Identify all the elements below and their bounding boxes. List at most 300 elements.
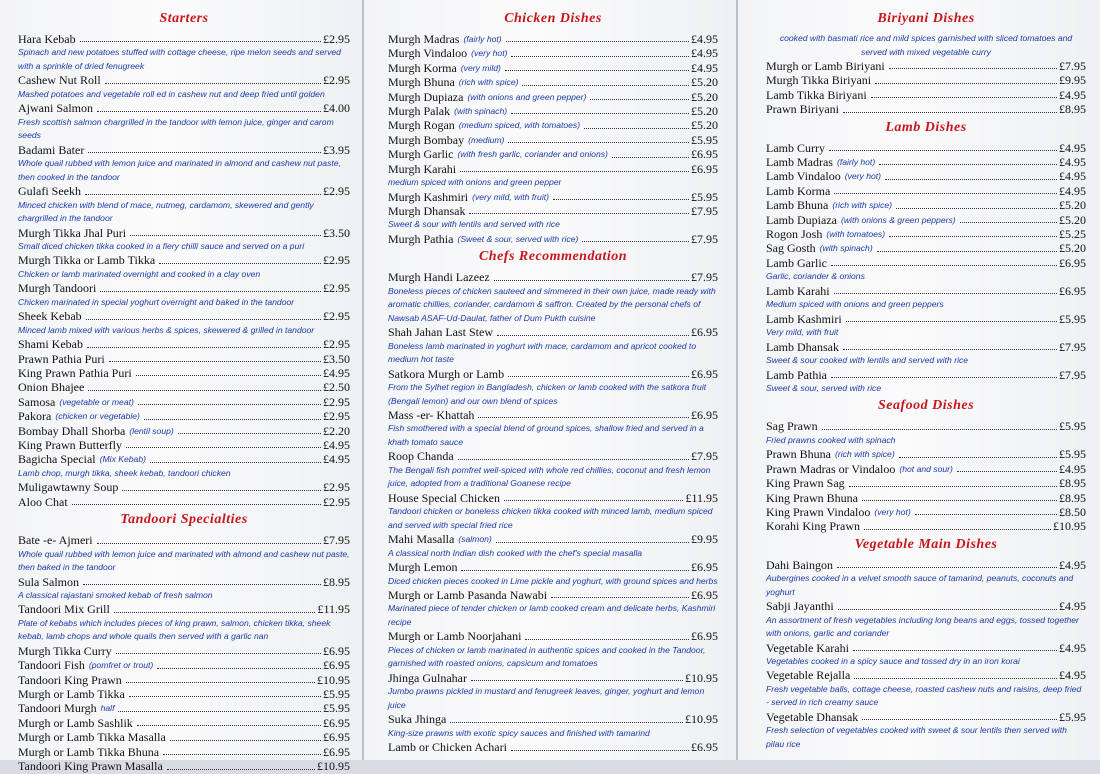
item-name: Murgh Madras xyxy=(388,32,460,46)
item-name: Murgh Tandoori xyxy=(18,281,97,296)
menu-item-row xyxy=(18,424,350,438)
item-description: Minced lamb mixed with various herbs & spices, skewered & grilled in tandoor xyxy=(18,324,315,335)
item-price: £4.95 xyxy=(1059,557,1086,572)
menu-item-row xyxy=(18,395,350,409)
menu-item xyxy=(18,380,350,394)
item-note: (vegetable or meat) xyxy=(59,396,134,407)
menu-item-row xyxy=(18,673,350,687)
dot-leader xyxy=(497,335,689,336)
item-name: Ajwani Salmon xyxy=(18,101,93,116)
dot-leader xyxy=(458,459,689,460)
item-price: £6.95 xyxy=(691,408,718,422)
item-note: (pomfret or trout) xyxy=(88,660,154,671)
dot-leader xyxy=(469,213,689,214)
menu-item-row xyxy=(18,309,350,323)
item-description: Boneless pieces of chicken sauteed and simmered in their own juice, made ready with aromatic chillies, coriander, cardamom & saffron. Created by the personal chefs of Nawsab ASAF-Ud-Daulat, father of Dum Pukth cuisine xyxy=(388,285,716,323)
dot-leader xyxy=(957,471,1057,472)
menu-item xyxy=(18,644,350,658)
item-name: Prawn Bhuna xyxy=(766,447,831,462)
item-note: (rich with spice) xyxy=(832,200,893,211)
menu-item-row xyxy=(18,253,350,267)
menu-item xyxy=(18,226,350,254)
menu-item-row xyxy=(388,190,718,204)
menu-item-row xyxy=(18,480,350,494)
item-name: Lamb Vindaloo xyxy=(766,169,841,184)
menu-item-row xyxy=(388,367,718,381)
item-note: (Mix Kebab) xyxy=(99,454,146,465)
item-price: £10.95 xyxy=(685,712,718,727)
item-name: Satkora Murgh or Lamb xyxy=(388,366,505,381)
item-name: Murgh Garlic xyxy=(388,147,454,162)
menu-item-row xyxy=(766,213,1086,227)
item-price: £6.95 xyxy=(691,740,718,755)
dot-leader xyxy=(72,504,321,505)
item-name: Cashew Nut Roll xyxy=(18,73,101,88)
item-name: Prawn Madras or Vindaloo xyxy=(766,461,896,476)
item-note: (lentil soup) xyxy=(129,425,174,436)
menu-item xyxy=(766,102,1086,116)
menu-item xyxy=(388,629,718,670)
menu-item-row xyxy=(388,46,718,60)
item-name: Korahi King Prawn xyxy=(766,519,860,534)
menu-item-row xyxy=(18,184,350,198)
item-name: Lamb Dupiaza xyxy=(766,212,837,227)
dot-leader xyxy=(157,668,321,669)
dot-leader xyxy=(83,584,321,585)
item-name: Lamb Kashmiri xyxy=(766,311,842,326)
item-name: Bate -e- Ajmeri xyxy=(18,533,93,548)
menu-item xyxy=(766,312,1086,340)
menu-item xyxy=(18,395,350,409)
dot-leader xyxy=(896,208,1057,209)
menu-item xyxy=(388,162,718,190)
menu-item xyxy=(766,491,1086,505)
menu-item xyxy=(18,438,350,452)
menu-item xyxy=(388,367,718,408)
menu-item-row xyxy=(388,532,718,546)
item-name: Vegetable Rejalla xyxy=(766,668,851,683)
menu-item xyxy=(388,147,718,161)
dot-leader xyxy=(87,347,321,348)
item-price: £4.95 xyxy=(1059,87,1086,102)
dot-leader xyxy=(88,152,321,153)
item-name: Bagicha Special xyxy=(18,452,96,467)
item-name: Murgh or Lamb Tikka Masalla xyxy=(18,730,166,745)
menu-item xyxy=(766,558,1086,599)
menu-item-row xyxy=(388,204,718,218)
dot-leader xyxy=(885,179,1057,180)
item-price: £4.95 xyxy=(1059,461,1086,476)
menu-item xyxy=(18,480,350,494)
item-description: medium spiced with onions and green pepper xyxy=(388,177,562,188)
menu-item-row xyxy=(766,102,1086,116)
menu-item-row xyxy=(766,73,1086,87)
item-price: £5.20 xyxy=(691,104,718,119)
menu-item-row xyxy=(766,462,1086,476)
item-note: (very hot) xyxy=(874,506,911,517)
item-price: £2.95 xyxy=(323,184,350,199)
menu-item-row xyxy=(18,644,350,658)
menu-item-row xyxy=(766,227,1086,241)
menu-item xyxy=(388,491,718,532)
item-price: £4.95 xyxy=(1059,140,1086,155)
dot-leader xyxy=(471,680,683,681)
item-price: £2.95 xyxy=(323,480,350,495)
item-price: £2.95 xyxy=(323,32,350,46)
dot-leader xyxy=(478,417,689,418)
menu-item-row xyxy=(766,641,1086,655)
menu-item xyxy=(766,641,1086,669)
menu-item-row xyxy=(18,352,350,366)
menu-item-row xyxy=(766,312,1086,326)
item-price: £5.20 xyxy=(691,118,718,133)
item-name: Murgh Tikka or Lamb Tikka xyxy=(18,253,156,268)
dot-leader xyxy=(854,678,1057,679)
menu-item xyxy=(388,325,718,366)
item-description: Small diced chicken tikka cooked in a fiery chilli sauce and served on a puri xyxy=(18,240,305,251)
menu-item-row xyxy=(18,281,350,295)
item-description: A classical north Indian dish cooked with the chef's special masalla xyxy=(388,547,643,558)
dot-leader xyxy=(86,319,321,320)
menu-item-row xyxy=(388,75,718,89)
dot-leader xyxy=(511,56,689,57)
item-note: half xyxy=(100,703,115,714)
item-name: King Prawn Vindaloo xyxy=(766,504,871,519)
item-name: Murgh or Lamb Pasanda Nawabi xyxy=(388,588,548,603)
dot-leader xyxy=(167,769,315,770)
item-description: Sweet & sour, served with rice xyxy=(766,382,882,393)
section-heading: Starters xyxy=(159,11,209,26)
item-price: £2.95 xyxy=(323,281,350,296)
item-name: Murgh Bombay xyxy=(388,132,465,147)
item-price: £6.95 xyxy=(691,147,718,162)
item-name: Sag Prawn xyxy=(766,419,818,434)
item-name: Murgh Tikka Jhal Puri xyxy=(18,225,127,240)
item-name: Murgh or Lamb Tikka Bhuna xyxy=(18,744,160,759)
item-price: £7.95 xyxy=(1059,367,1086,382)
dot-leader xyxy=(584,128,689,129)
item-price: £10.95 xyxy=(317,672,350,687)
menu-item xyxy=(388,712,718,740)
menu-item-row xyxy=(18,602,350,616)
menu-item-row xyxy=(766,419,1086,433)
menu-item-row xyxy=(388,61,718,75)
item-note: (very mild, with fruit) xyxy=(472,191,549,202)
item-name: Dahi Baingon xyxy=(766,557,833,572)
dot-leader xyxy=(511,113,689,114)
menu-item-row xyxy=(766,256,1086,270)
item-name: Murgh Vindaloo xyxy=(388,46,468,61)
dot-leader xyxy=(126,447,321,448)
item-price: £5.20 xyxy=(1059,241,1086,256)
menu-item xyxy=(766,169,1086,183)
item-price: £10.95 xyxy=(317,759,350,774)
item-price: £5.95 xyxy=(1059,311,1086,326)
item-price: £5.95 xyxy=(691,132,718,147)
item-note: (chicken or vegetable) xyxy=(55,411,140,422)
item-price: £5.20 xyxy=(691,89,718,104)
item-price: £6.95 xyxy=(323,643,350,658)
dot-leader xyxy=(506,41,689,42)
item-price: £8.95 xyxy=(1059,490,1086,505)
menu-item-row xyxy=(766,599,1086,613)
menu-section xyxy=(18,511,350,773)
menu-item xyxy=(766,447,1086,461)
item-price: £6.95 xyxy=(691,366,718,381)
item-price: £2.95 xyxy=(323,494,350,509)
menu-item xyxy=(18,409,350,423)
item-description: Mashed potatoes and vegetable roll ed in cashew nut and deep fried until golden xyxy=(18,88,325,99)
item-price: £4.95 xyxy=(1059,668,1086,683)
item-note: (very hot) xyxy=(471,48,508,59)
dot-leader xyxy=(829,150,1057,151)
item-price: £7.95 xyxy=(691,270,718,285)
menu-item xyxy=(766,462,1086,476)
item-price: £4.95 xyxy=(691,32,718,46)
section-heading: Tandoori Specialties xyxy=(120,512,248,528)
item-price: £4.95 xyxy=(691,60,718,75)
dot-leader xyxy=(105,83,321,84)
item-price: £6.95 xyxy=(691,161,718,176)
menu-item xyxy=(388,46,718,60)
dot-leader xyxy=(122,490,321,491)
menu-item xyxy=(18,309,350,337)
item-name: Murgh or Lamb Biriyani xyxy=(766,59,885,73)
menu-item-row xyxy=(388,104,718,118)
item-name: Prawn Pathia Puri xyxy=(18,351,105,366)
menu-column-2 xyxy=(362,0,736,760)
item-name: Lamb Korma xyxy=(766,183,831,198)
item-price: £7.95 xyxy=(691,449,718,464)
item-name: Aloo Chat xyxy=(18,494,68,509)
item-description: Whole quail rubbed with lemon juice and marinated with almond and cashew nut paste, then baked in the tandoor xyxy=(18,548,350,573)
item-name: Samosa xyxy=(18,394,56,409)
menu-item xyxy=(388,588,718,629)
menu-item xyxy=(18,687,350,701)
menu-item xyxy=(766,59,1086,73)
menu-item xyxy=(18,716,350,730)
item-name: Sula Salmon xyxy=(18,574,80,589)
dot-leader xyxy=(88,390,321,391)
item-name: Murgh Rogan xyxy=(388,118,455,133)
menu-item-row xyxy=(18,337,350,351)
menu-item xyxy=(18,143,350,184)
menu-item xyxy=(766,710,1086,751)
item-name: Shami Kebab xyxy=(18,337,83,352)
menu-item-row xyxy=(18,452,350,466)
dot-leader xyxy=(831,265,1057,266)
menu-item-row xyxy=(388,671,718,685)
item-name: Murgh Bhuna xyxy=(388,75,455,90)
menu-item xyxy=(388,270,718,325)
item-description: Sweet & sour with lentils and served with rice xyxy=(388,219,560,230)
item-price: £4.95 xyxy=(691,46,718,61)
menu-column-3 xyxy=(736,0,1100,760)
dot-leader xyxy=(109,361,321,362)
item-description: Marinated piece of tender chicken or lamb cooked cream and delicate herbs, Kashmiri recipe xyxy=(388,603,716,627)
item-price: £4.95 xyxy=(1059,640,1086,655)
item-price: £2.95 xyxy=(323,394,350,409)
menu-item-row xyxy=(18,658,350,672)
menu-item-row xyxy=(18,716,350,730)
item-price: £4.95 xyxy=(1059,599,1086,614)
item-name: Mass -er- Khattah xyxy=(388,408,475,422)
item-price: £6.95 xyxy=(691,629,718,644)
section-heading: Vegetable Main Dishes xyxy=(854,536,998,552)
item-note: (with spinach) xyxy=(819,243,873,254)
item-note: (Sweet & sour, served with rice) xyxy=(457,233,579,244)
item-price: £4.95 xyxy=(1059,169,1086,184)
item-description: An assortment of fresh vegetables including long beans and eggs, tossed together with onions, garlic and coriander xyxy=(766,614,1079,639)
menu-item-row xyxy=(18,575,350,589)
item-price: £9.95 xyxy=(1059,73,1086,88)
menu-item xyxy=(18,745,350,759)
menu-item xyxy=(18,366,350,380)
menu-item xyxy=(766,519,1086,533)
menu-item xyxy=(18,673,350,687)
item-price: £2.95 xyxy=(323,73,350,88)
menu-section xyxy=(388,10,718,246)
item-price: £5.20 xyxy=(1059,212,1086,227)
dot-leader xyxy=(163,754,321,755)
item-name: Sabji Jayanthi xyxy=(766,599,834,614)
menu-item-row xyxy=(766,491,1086,505)
dot-leader xyxy=(877,251,1057,252)
item-name: Bombay Dhall Shorba xyxy=(18,423,126,438)
dot-leader xyxy=(511,750,689,751)
menu-item-row xyxy=(388,232,718,246)
item-price: £11.95 xyxy=(317,602,350,617)
item-name: Tandoori Murgh xyxy=(18,701,97,716)
item-price: £2.95 xyxy=(323,253,350,268)
item-price: £3.50 xyxy=(323,225,350,240)
menu-item xyxy=(388,232,718,246)
item-name: Lamb Karahi xyxy=(766,283,830,298)
dot-leader xyxy=(138,404,321,405)
item-name: Murgh Tikka Biriyani xyxy=(766,73,872,88)
menu-item xyxy=(766,141,1086,155)
item-note: (very hot) xyxy=(844,171,882,182)
menu-item xyxy=(18,281,350,309)
item-note: (very mild) xyxy=(460,62,501,73)
menu-item-row xyxy=(388,588,718,602)
dot-leader xyxy=(159,263,321,264)
menu-item-row xyxy=(766,198,1086,212)
item-description: Fresh vegetable balls, cottage cheese, roasted cashew nuts and raisins, deep fried - served in rich creamy sauce xyxy=(766,683,1082,708)
item-name: Murgh Lemon xyxy=(388,560,458,575)
item-price: £5.95 xyxy=(1059,419,1086,434)
dot-leader xyxy=(460,171,689,172)
item-name: Shah Jahan Last Stew xyxy=(388,325,493,340)
menu-item-row xyxy=(766,141,1086,155)
item-price: £7.95 xyxy=(691,203,718,218)
item-name: Murgh or Lamb Sashlik xyxy=(18,715,133,730)
item-name: Murgh Pathia xyxy=(388,231,454,246)
dot-leader xyxy=(871,97,1057,98)
dot-leader xyxy=(837,567,1057,568)
item-price: £2.20 xyxy=(323,423,350,438)
item-price: £8.95 xyxy=(1059,476,1086,491)
menu-item xyxy=(766,668,1086,709)
item-note: (salmon) xyxy=(458,534,492,545)
section-intro: cooked with basmati rice and mild spices garnished with sliced tomatoes and served with mixed vegetable curry xyxy=(779,33,1073,57)
dot-leader xyxy=(838,609,1057,610)
menu-item-row xyxy=(766,505,1086,519)
menu-section xyxy=(766,397,1086,533)
menu-item xyxy=(18,658,350,672)
item-description: Sweet & sour cooked with lentils and served with rice xyxy=(766,355,969,365)
item-name: Murgh Dhansak xyxy=(388,203,466,218)
item-price: £2.95 xyxy=(323,409,350,424)
item-name: Tandoori Fish xyxy=(18,658,85,673)
menu-item xyxy=(388,133,718,147)
item-price: £4.95 xyxy=(323,438,350,452)
item-note: (rich with spice) xyxy=(458,77,519,88)
menu-item-row xyxy=(18,759,350,773)
menu-item-row xyxy=(18,409,350,423)
menu-item-row xyxy=(766,558,1086,572)
dot-leader xyxy=(114,612,316,613)
item-description: Fish smothered with a special blend of ground spices, shallow fried and served in a khath tomato sauce xyxy=(388,423,704,447)
menu-section xyxy=(18,10,350,509)
item-price: £10.95 xyxy=(1053,519,1086,534)
item-note: (fairly hot) xyxy=(836,157,876,168)
menu-item-row xyxy=(388,449,718,463)
item-price: £6.95 xyxy=(1059,255,1086,270)
item-name: Murgh or Lamb Noorjahani xyxy=(388,629,522,644)
menu-item xyxy=(766,599,1086,640)
item-name: Gulafi Seekh xyxy=(18,184,81,199)
menu-item-row xyxy=(388,162,718,176)
menu-item-row xyxy=(388,147,718,161)
menu-item xyxy=(766,88,1086,102)
dot-leader xyxy=(144,419,321,420)
dot-leader xyxy=(899,457,1057,458)
item-name: Badami Bater xyxy=(18,142,85,157)
dot-leader xyxy=(494,280,689,281)
item-note: (with spinach) xyxy=(454,106,508,117)
menu-item xyxy=(388,61,718,75)
menu-item xyxy=(388,90,718,104)
item-name: Murgh Korma xyxy=(388,60,457,75)
menu-item-row xyxy=(18,701,350,715)
item-note: (hot and sour) xyxy=(899,463,953,474)
menu-item xyxy=(388,449,718,490)
item-description: Medium spiced with onions and green peppers xyxy=(766,299,944,310)
item-name: Sheek Kebab xyxy=(18,309,82,324)
item-name: Lamb Dhansak xyxy=(766,339,839,354)
dot-leader xyxy=(879,164,1057,165)
item-description: Tandoori chicken or boneless chicken tikka cooked with minced lamb, medium spiced and served with special fried rice xyxy=(388,506,713,530)
menu-item xyxy=(766,198,1086,212)
dot-leader xyxy=(853,650,1057,651)
item-name: Murgh Karahi xyxy=(388,161,457,176)
item-name: Prawn Biriyani xyxy=(766,102,839,117)
item-description: Jumbo prawns pickled in mustard and fenugreek leaves, ginger, yoghurt and lemon juice xyxy=(388,686,705,710)
dot-leader xyxy=(889,236,1057,237)
menu-item-row xyxy=(388,408,718,422)
menu-item-row xyxy=(18,687,350,701)
menu-item-row xyxy=(766,169,1086,183)
dot-leader xyxy=(80,41,321,42)
item-price: £4.95 xyxy=(1059,155,1086,170)
item-price: £6.95 xyxy=(323,715,350,730)
menu-item xyxy=(388,118,718,132)
dot-leader xyxy=(137,725,321,726)
dot-leader xyxy=(862,719,1057,720)
menu-item xyxy=(766,368,1086,396)
menu-item xyxy=(18,495,350,509)
